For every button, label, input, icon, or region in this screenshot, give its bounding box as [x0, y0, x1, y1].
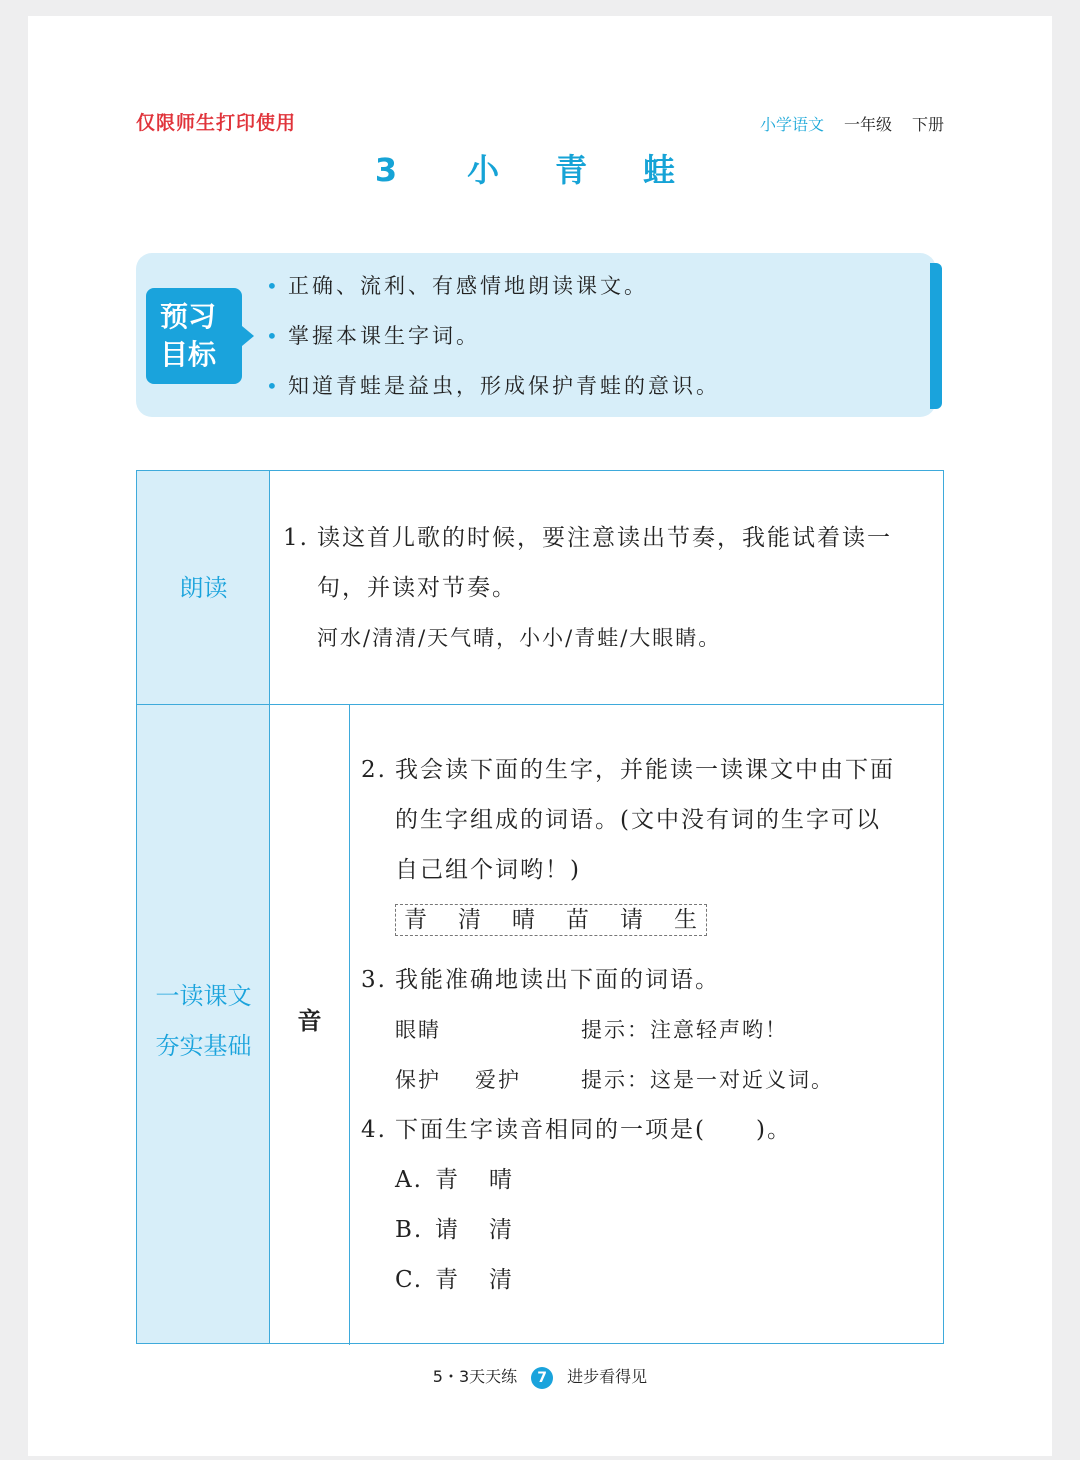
question-number: 1. — [283, 525, 309, 551]
question-number: 4. — [361, 1117, 387, 1143]
row-divider — [137, 704, 943, 705]
page-footer — [0, 1364, 1080, 1389]
goals-list — [266, 269, 720, 419]
column-divider — [349, 704, 350, 1345]
word: 眼睛 — [395, 1018, 441, 1042]
title-char: 小 — [467, 151, 504, 189]
option-c[interactable]: C. 青 清 — [395, 1267, 514, 1293]
goal-item: • 掌握本课生字词。 — [266, 319, 720, 369]
character: 晴 — [512, 907, 535, 933]
grade-label: 一年级 — [843, 115, 892, 134]
exercise-table — [136, 470, 944, 1344]
lesson-title — [0, 145, 1080, 191]
question-number: 3. — [361, 967, 387, 993]
option-b[interactable]: B. 请 清 — [395, 1217, 514, 1243]
character: 清 — [458, 907, 481, 933]
title-char: 青 — [555, 151, 592, 189]
section-foundation: 一读课文 夯实基础 — [155, 982, 252, 1060]
character: 请 — [620, 907, 643, 933]
footer-slogan: 进步看得见 — [567, 1367, 648, 1386]
word-row — [361, 1005, 941, 1055]
print-notice: 仅限师生打印使用 — [136, 112, 297, 134]
word-row — [361, 1055, 941, 1105]
question-4: 4. 下面生字读音相同的一项是( )。 A. 青 晴 B. 请 清 C. 青 清 — [361, 1105, 941, 1305]
title-char: 蛙 — [643, 151, 680, 189]
word: 爱护 — [475, 1068, 521, 1092]
goal-item: • 知道青蛙是益虫，形成保护青蛙的意识。 — [266, 369, 720, 419]
footer-brand: 5・3天天练 — [432, 1367, 518, 1386]
word: 保护 — [395, 1068, 441, 1092]
subject-label: 小学语文 — [759, 115, 824, 134]
section-read-aloud: 朗读 — [179, 574, 228, 602]
goals-tag-line: 预习 — [160, 300, 217, 333]
question-3: 3. 我能准确地读出下面的词语。 眼睛 提示：注意轻声哟！ 保护 爱护 提示：这是一对近义词。 — [361, 955, 941, 1105]
bullet-icon: • — [266, 274, 281, 298]
lesson-number: 3 — [374, 151, 402, 189]
character: 苗 — [566, 907, 589, 933]
character-box — [395, 904, 707, 936]
hint: 提示：注意轻声哟！ — [581, 1018, 788, 1042]
page-number-badge: 7 — [531, 1367, 553, 1389]
bullet-icon: • — [266, 324, 281, 348]
subsection-sound: 音 — [297, 1007, 322, 1035]
character: 青 — [404, 907, 427, 933]
goals-tag — [146, 288, 242, 384]
goals-edge-bar — [930, 263, 942, 409]
goals-tag-line: 目标 — [160, 338, 217, 371]
goal-item: • 正确、流利、有感情地朗读课文。 — [266, 269, 720, 319]
question-2: 2. 我会读下面的生字，并能读一读课文中由下面 的生字组成的词语。(文中没有词的生字可以 自己组个词哟！) 青 清 晴 苗 请 生 — [361, 745, 941, 945]
question-number: 2. — [361, 757, 387, 783]
question-1: 1. 读这首儿歌的时候，要注意读出节奏，我能试着读一 句，并读对节奏。 河水/清清/天气晴，小小/青蛙/大眼睛。 — [283, 513, 933, 663]
bullet-icon: • — [266, 374, 281, 398]
course-info — [760, 112, 944, 135]
volume-label: 下册 — [911, 115, 944, 134]
hint: 提示：这是一对近义词。 — [581, 1068, 834, 1092]
rhythm-line: 河水/清清/天气晴，小小/青蛙/大眼睛。 — [317, 626, 722, 650]
character: 生 — [674, 907, 697, 933]
option-a[interactable]: A. 青 晴 — [395, 1167, 514, 1193]
preview-goals-box — [136, 253, 936, 417]
